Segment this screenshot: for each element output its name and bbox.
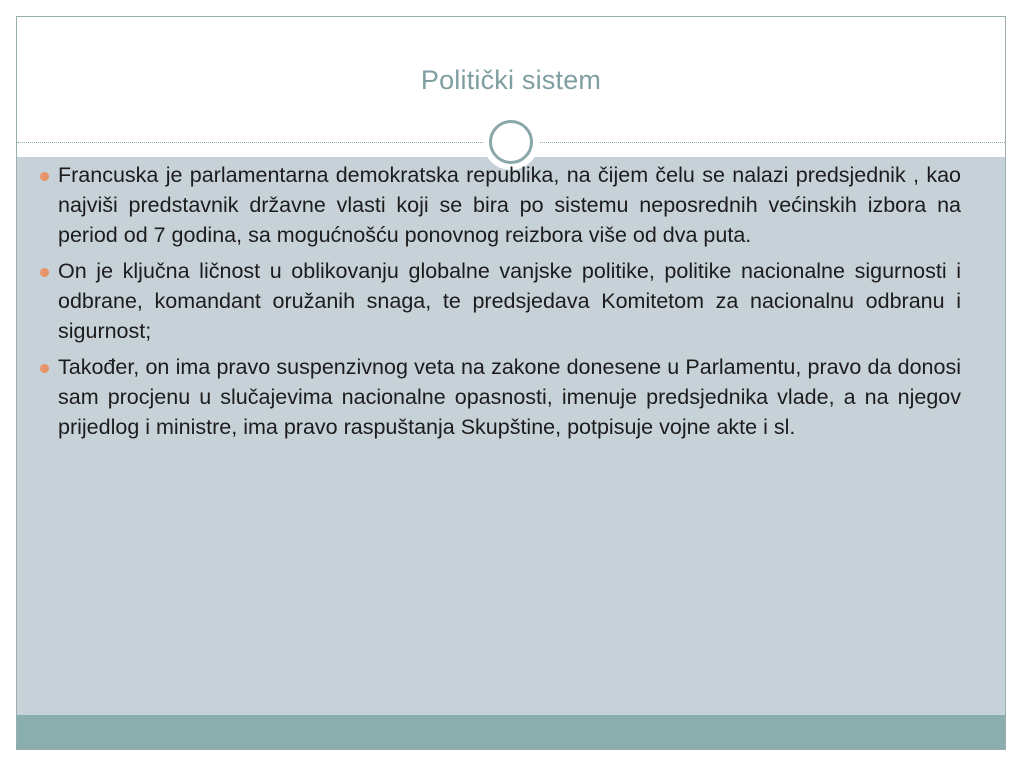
bullet-dot-icon	[40, 364, 49, 373]
bullet-text: On je ključna ličnost u oblikovanju globalne vanjske politike, politike nacionalne sigurnosti i odbrane, komandant oružanih snaga, te predsjedava Komitetom za nacionalnu odbranu i sigurnost;	[58, 259, 961, 343]
footer-bar	[17, 715, 1005, 750]
bullet-item	[40, 352, 961, 442]
bullet-text: Također, on ima pravo suspenzivnog veta na zakone donesene u Parlamentu, pravo da donosi sam procjenu u slučajevima nacionalne opasnosti, imenuje predsjednika vlade, a na njegov prijedlog i ministre, ima pravo raspuštanja Skupštine, potpisuje vojne akte i sl.	[58, 355, 961, 439]
bullet-item	[40, 160, 961, 250]
bullet-item	[40, 256, 961, 346]
circle-ring	[489, 120, 533, 164]
slide-title: Politički sistem	[420, 65, 602, 95]
bullet-list	[40, 160, 961, 448]
bullet-dot-icon	[40, 268, 49, 277]
bullet-dot-icon	[40, 172, 49, 181]
bullet-text: Francuska je parlamentarna demokratska republika, na čijem čelu se nalazi predsjednik , kao najviši predstavnik državne vlasti koji se bira po sistemu neposrednih većinskih izbora na period od 7 godina, sa mogućnošću ponovnog reizbora više od dva puta.	[58, 163, 961, 247]
